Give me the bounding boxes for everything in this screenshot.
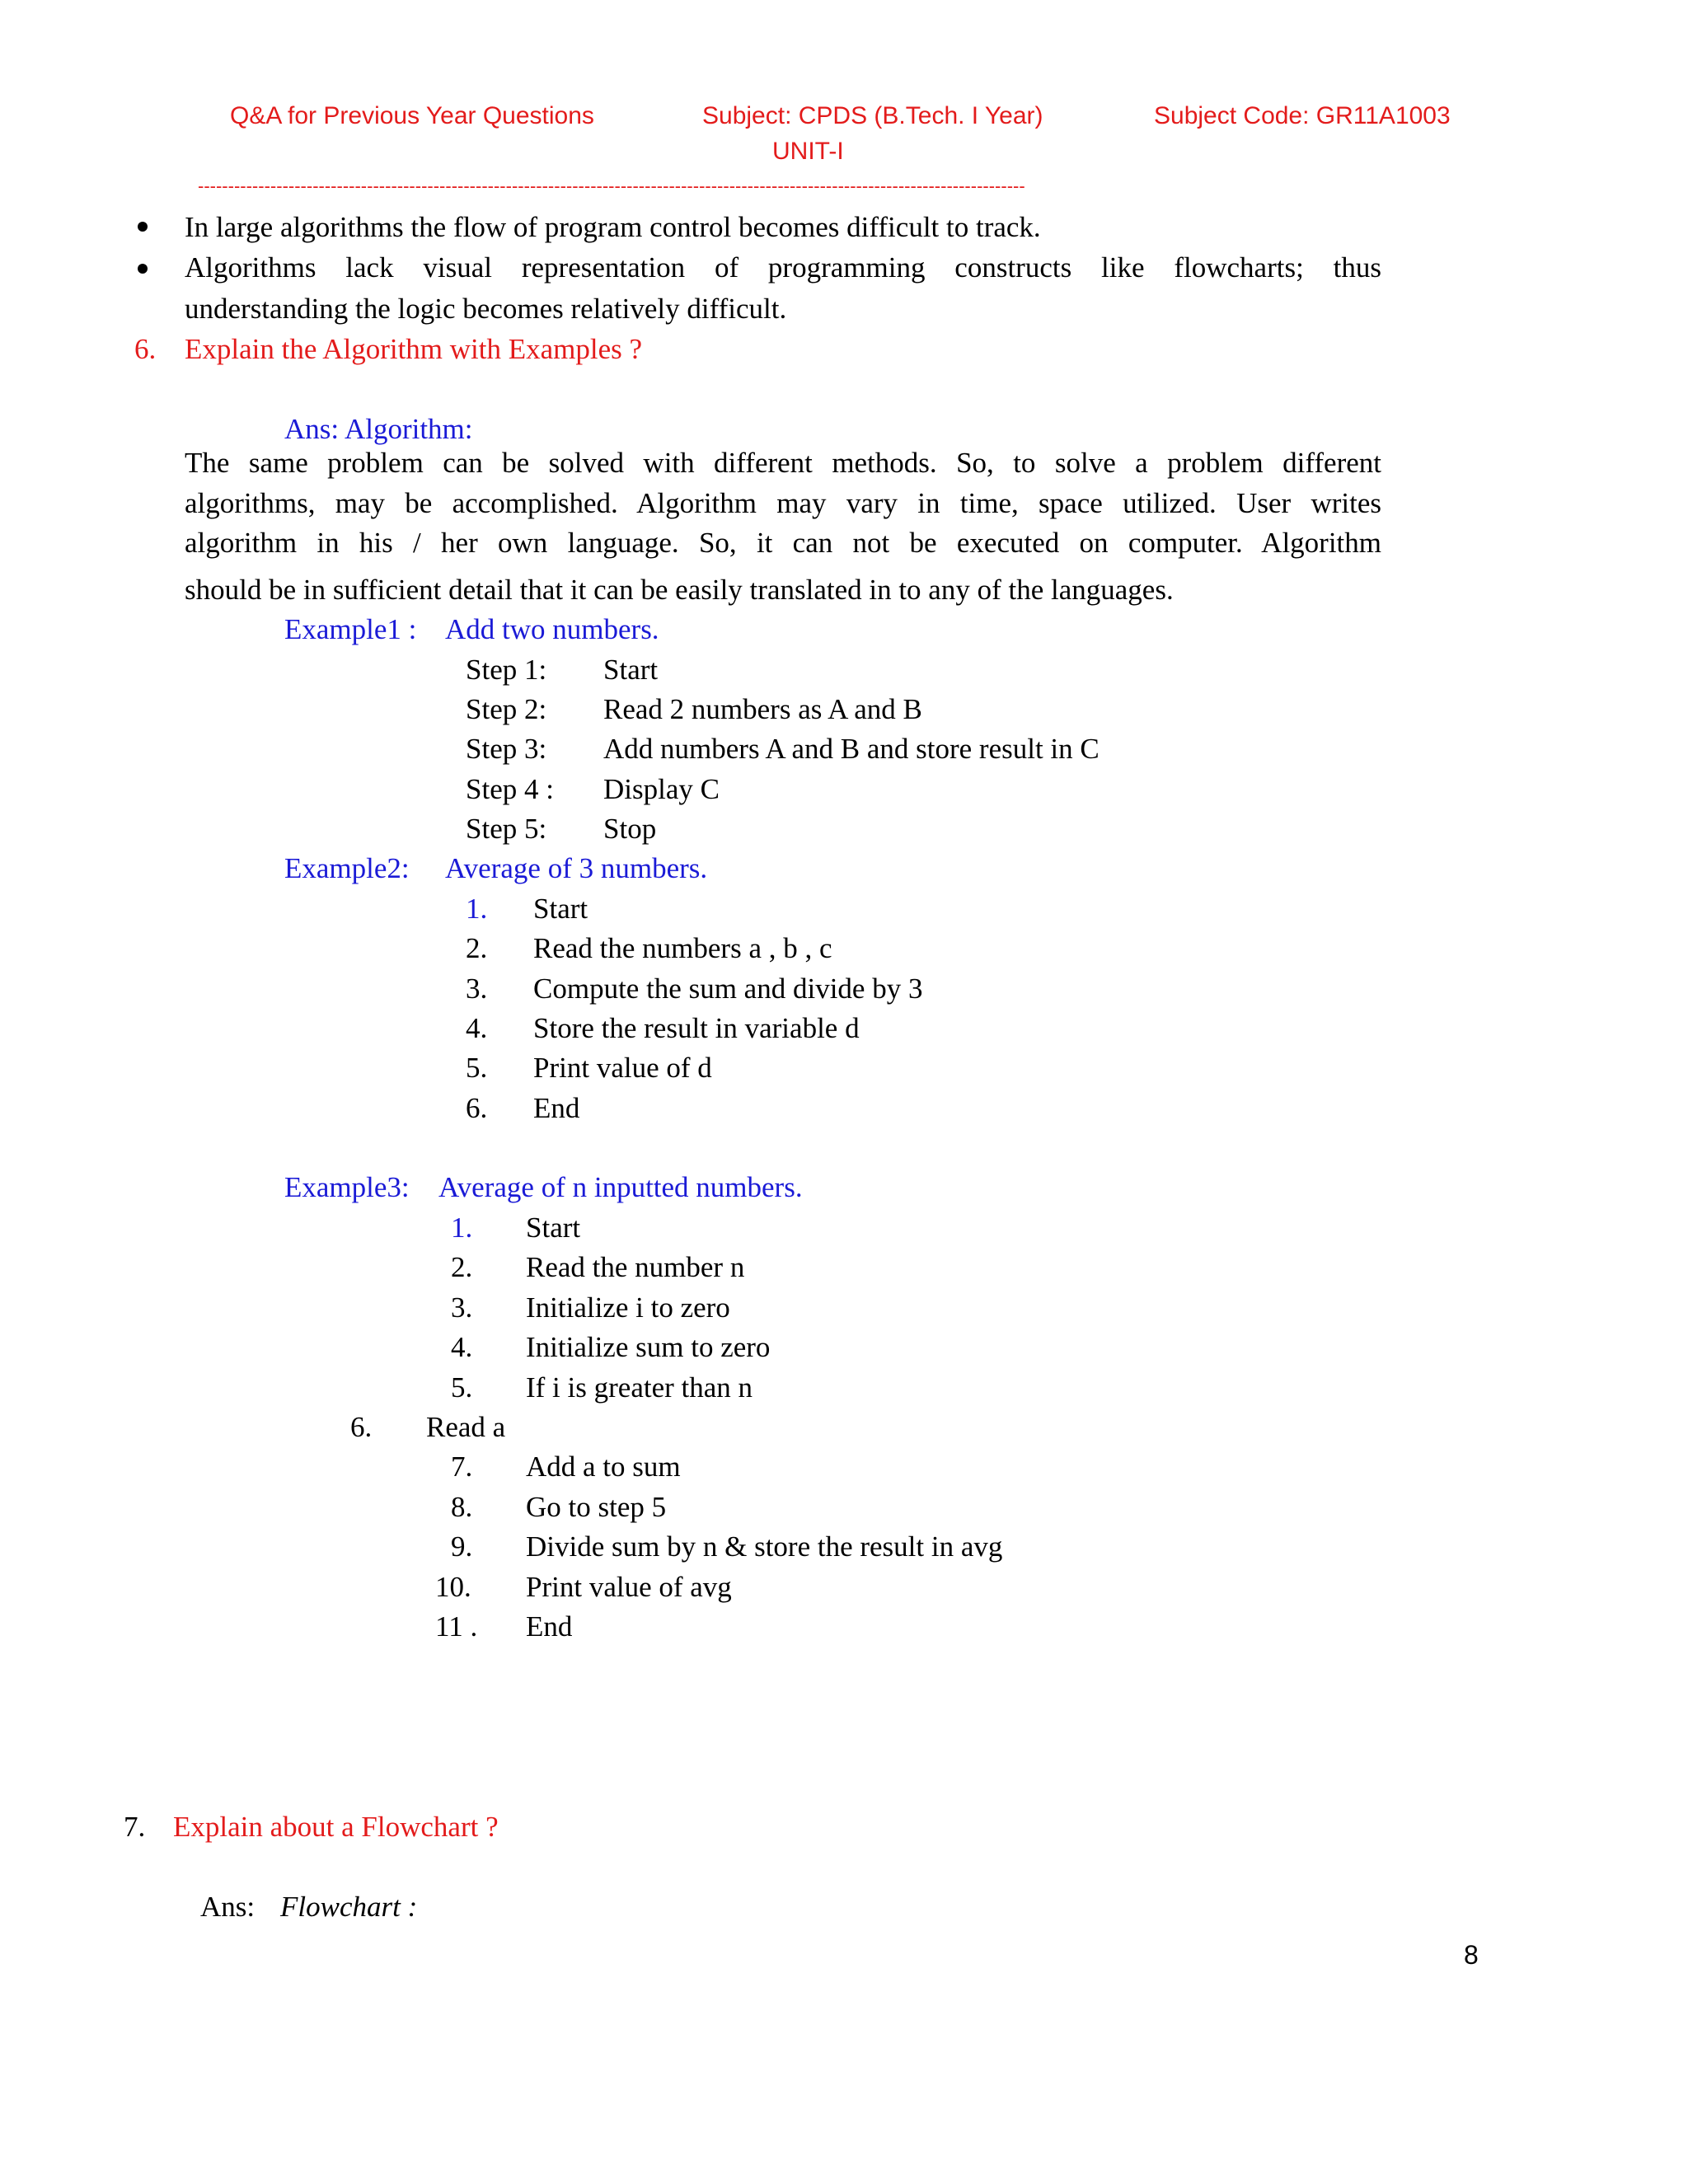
- step-number: 1.: [466, 893, 488, 925]
- step-text: Start: [533, 893, 588, 925]
- header-subject: Subject: CPDS (B.Tech. I Year): [702, 102, 1043, 129]
- answer-prefix: Ans:: [200, 1891, 256, 1923]
- step-number: 2.: [451, 1251, 473, 1283]
- question-number: 7.: [124, 1811, 146, 1843]
- step-text: Divide sum by n & store the result in avg: [526, 1530, 1003, 1563]
- answer-paragraph-line: should be in sufficient detail that it can be easily translated in to any of the languages.: [185, 574, 1174, 606]
- bullet-icon: [138, 264, 148, 274]
- example-label: Example2:: [284, 852, 410, 884]
- header-subject-code: Subject Code: GR11A1003: [1154, 102, 1451, 129]
- step-text: Compute the sum and divide by 3: [533, 972, 923, 1005]
- step-label: Step 5:: [466, 813, 547, 845]
- step-number: 2.: [466, 932, 488, 964]
- step-text: Read a: [426, 1411, 506, 1443]
- step-label: Step 4 :: [466, 773, 554, 805]
- header-rule: -----------------------------------------------------------------------------------------------------------------------------------------: [198, 177, 1025, 195]
- step-text: Print value of avg: [526, 1571, 732, 1603]
- page-number: 8: [1464, 1940, 1479, 1970]
- step-text: Add a to sum: [526, 1451, 681, 1483]
- step-text: Read the number n: [526, 1251, 745, 1283]
- step-label: Step 3:: [466, 733, 547, 765]
- step-text: Store the result in variable d: [533, 1012, 860, 1044]
- step-text: Initialize sum to zero: [526, 1331, 771, 1363]
- step-text: Start: [603, 654, 659, 686]
- answer-paragraph-line: The same problem can be solved with different methods. So, to solve a problem different: [185, 447, 1381, 479]
- step-number: 5.: [466, 1052, 488, 1084]
- bullet-text: In large algorithms the flow of program control becomes difficult to track.: [185, 211, 1041, 243]
- header-unit: UNIT-I: [772, 138, 844, 165]
- step-number: 4.: [466, 1012, 488, 1044]
- example-title: Add two numbers.: [445, 613, 659, 645]
- step-label: Step 2:: [466, 693, 547, 725]
- step-number: 1.: [451, 1212, 473, 1244]
- step-text: Display C: [603, 773, 720, 805]
- step-number: 10.: [435, 1571, 471, 1603]
- step-number: 5.: [451, 1371, 473, 1404]
- step-number: 4.: [451, 1331, 473, 1363]
- header-left: Q&A for Previous Year Questions: [230, 102, 594, 129]
- step-text: Start: [526, 1212, 581, 1244]
- step-number: 3.: [466, 972, 488, 1005]
- example-label: Example1 :: [284, 613, 417, 645]
- bullet-icon: [138, 222, 148, 232]
- step-number: 6.: [466, 1092, 488, 1124]
- bullet-text: Algorithms lack visual representation of programming constructs like flowcharts; thus: [185, 251, 1381, 284]
- step-text: If i is greater than n: [526, 1371, 753, 1404]
- step-number: 7.: [451, 1451, 473, 1483]
- answer-paragraph-line: algorithms, may be accomplished. Algorithm may vary in time, space utilized. User writes: [185, 487, 1381, 519]
- step-text: Initialize i to zero: [526, 1291, 730, 1324]
- step-number: 9.: [451, 1530, 473, 1563]
- step-text: Read 2 numbers as A and B: [603, 693, 922, 725]
- bullet-text: understanding the logic becomes relatively difficult.: [185, 293, 787, 325]
- question-text: Explain the Algorithm with Examples ?: [185, 333, 643, 365]
- step-text: End: [526, 1610, 573, 1643]
- step-text: Add numbers A and B and store result in C: [603, 733, 1100, 765]
- step-number: 11 .: [435, 1610, 478, 1643]
- answer-label: Ans: Algorithm:: [284, 413, 473, 445]
- example-title: Average of 3 numbers.: [445, 852, 708, 884]
- example-label: Example3:: [284, 1171, 410, 1203]
- step-text: Stop: [603, 813, 657, 845]
- step-text: Print value of d: [533, 1052, 712, 1084]
- example-title: Average of n inputted numbers.: [438, 1171, 803, 1203]
- step-number: 3.: [451, 1291, 473, 1324]
- step-text: Go to step 5: [526, 1491, 667, 1523]
- step-label: Step 1:: [466, 654, 547, 686]
- step-text: Read the numbers a , b , c: [533, 932, 832, 964]
- question-number: 6.: [134, 333, 157, 365]
- step-number: 6.: [350, 1411, 373, 1443]
- answer-paragraph-line: algorithm in his / her own language. So, it can not be executed on computer. Algorithm: [185, 527, 1381, 559]
- step-number: 8.: [451, 1491, 473, 1523]
- question-text: Explain about a Flowchart ?: [173, 1811, 499, 1843]
- answer-label: Flowchart :: [280, 1891, 418, 1923]
- step-text: End: [533, 1092, 580, 1124]
